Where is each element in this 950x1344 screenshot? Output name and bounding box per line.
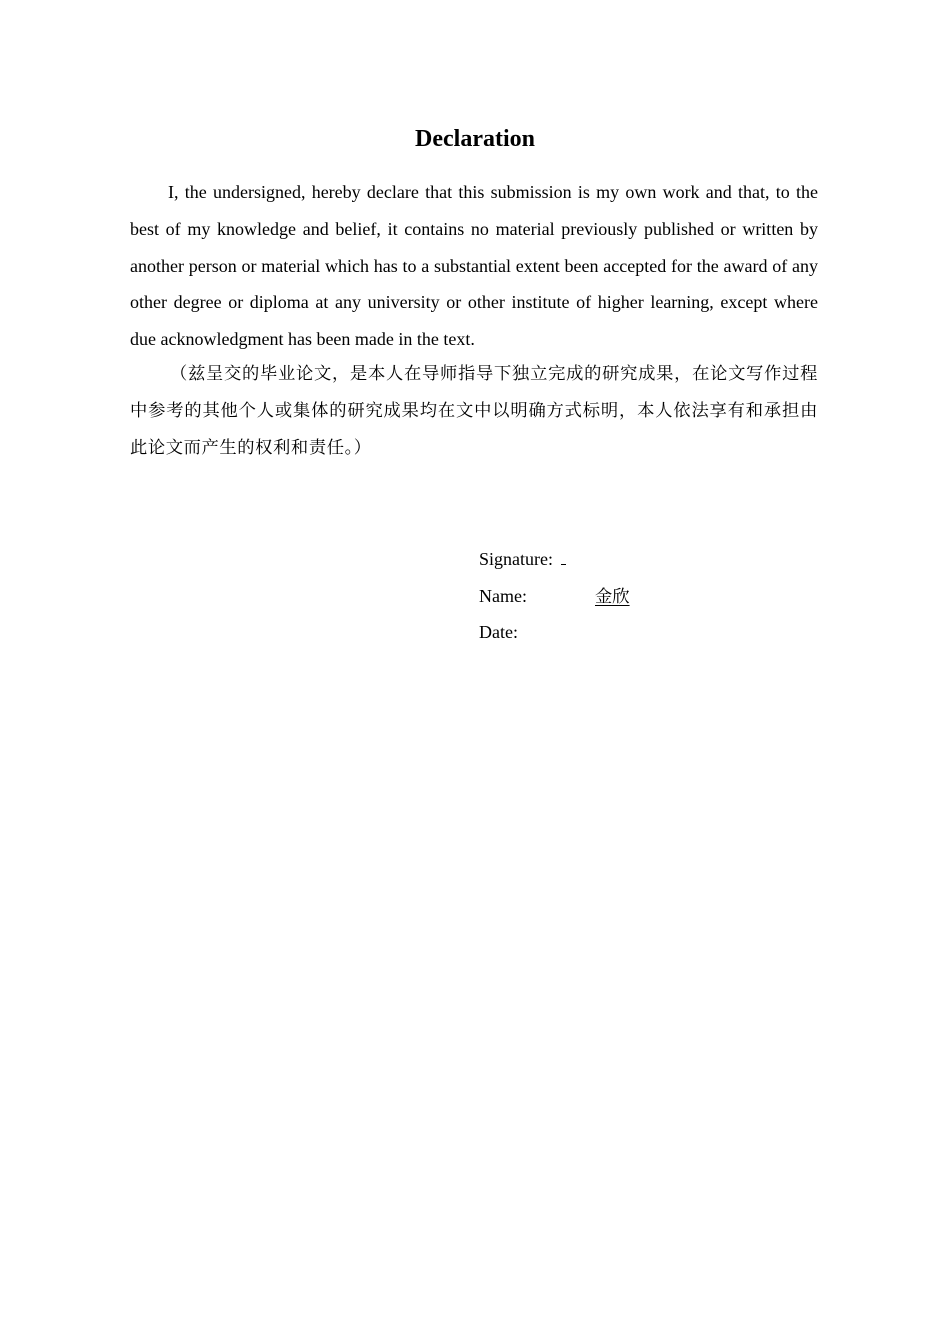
- name-value: 金欣: [595, 586, 630, 607]
- signature-row: [479, 541, 630, 578]
- name-row: [479, 578, 630, 615]
- signature-label: Signature:: [479, 549, 553, 569]
- date-row: [479, 614, 630, 651]
- signature-block: [479, 541, 630, 651]
- signature-line: [561, 548, 566, 565]
- declaration-paragraph-english: I, the undersigned, hereby declare that this submission is my own work and that, to the best of my knowledge and belief, it contains no material previously published or written by another person or material which has to a substantial extent been accepted for the award of any other degree or diploma at any university or other institute of higher learning, except where due acknowledgment has been made in the text.: [130, 182, 818, 350]
- date-label: Date:: [479, 622, 518, 643]
- page-title: Declaration: [415, 126, 535, 152]
- declaration-paragraph-chinese: （兹呈交的毕业论文，是本人在导师指导下独立完成的研究成果，在论文写作过程中参考的其他个人或集体的研究成果均在文中以明确方式标明，本人依法享有和承担由此论文而产生的权利和责任。）: [130, 364, 818, 458]
- name-label: Name:: [479, 585, 527, 606]
